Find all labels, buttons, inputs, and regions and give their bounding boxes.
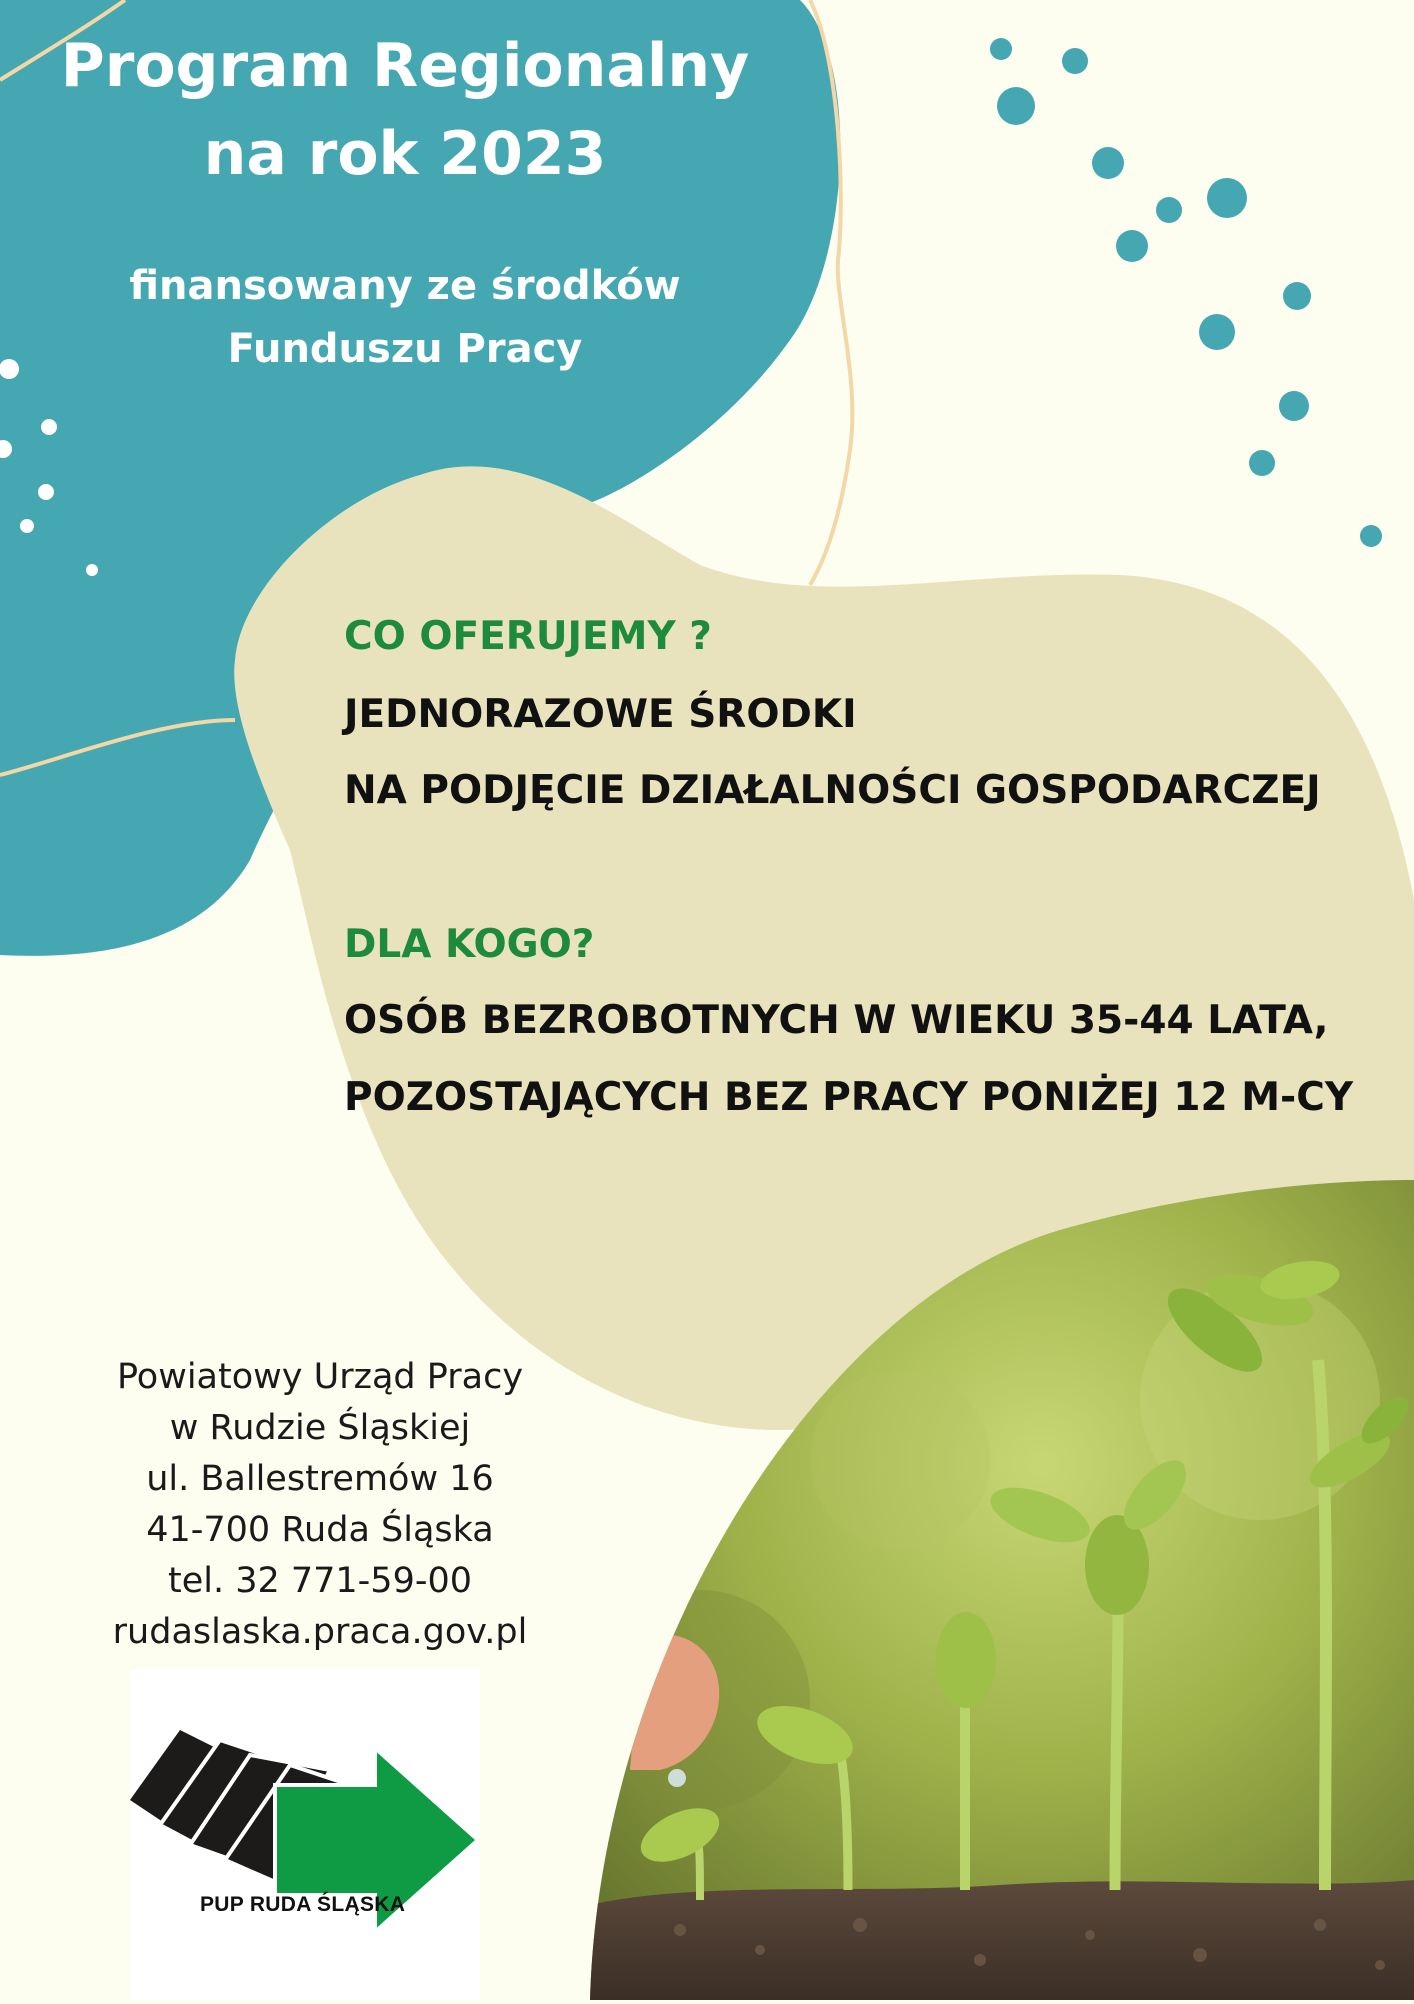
pup-logo-icon: [130, 1670, 480, 2000]
logo-text: PUP RUDA ŚLĄSKA: [200, 1893, 406, 1916]
contact-street: ul. Ballestremów 16: [146, 1459, 494, 1499]
teal-dots: [990, 38, 1382, 547]
contact-phone: tel. 32 771-59-00: [167, 1561, 473, 1601]
target-line-2: POZOSTAJĄCYCH BEZ PRACY PONIŻEJ 12 M-CY: [344, 1075, 1354, 1120]
contact-block: [70, 1352, 570, 1658]
subtitle-line-2: Funduszu Pracy: [227, 326, 583, 372]
offer-heading: CO OFERUJEMY ?: [344, 614, 712, 659]
title-line-1: Program Regionalny: [60, 31, 750, 101]
contact-office: Powiatowy Urząd Pracy: [116, 1357, 524, 1397]
subtitle-line-1: finansowany ze środków: [129, 263, 681, 309]
program-title: [0, 22, 810, 198]
offer-line-2: NA PODJĘCIE DZIAŁALNOŚCI GOSPODARCZEJ: [344, 768, 1321, 813]
contact-postcode: 41-700 Ruda Śląska: [146, 1510, 494, 1550]
target-heading: DLA KOGO?: [344, 922, 595, 967]
offer-line-1: JEDNORAZOWE ŚRODKI: [344, 692, 857, 737]
title-line-2: na rok 2023: [203, 119, 607, 189]
target-line-1: OSÓB BEZROBOTNYCH W WIEKU 35-44 LATA,: [344, 998, 1329, 1043]
contact-city: w Rudzie Śląskiej: [169, 1408, 471, 1448]
program-subtitle: [0, 255, 810, 381]
contact-website[interactable]: rudaslaska.praca.gov.pl: [112, 1612, 528, 1652]
pup-logo: [130, 1670, 480, 2000]
